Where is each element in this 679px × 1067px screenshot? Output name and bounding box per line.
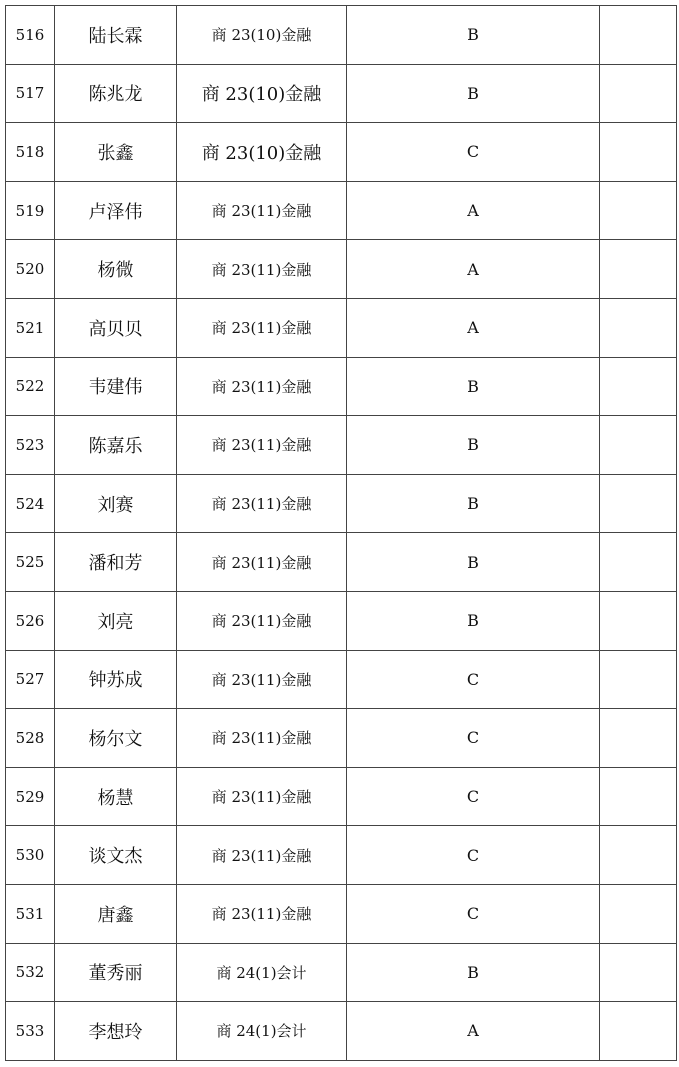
row-number-cell: 523 [6,416,55,475]
student-name-cell: 陈兆龙 [55,64,177,123]
row-number-cell: 530 [6,826,55,885]
class-cell: 商 23(11)金融 [177,357,347,416]
grade-cell: A [347,181,600,240]
row-number-cell: 526 [6,591,55,650]
student-name-cell: 董秀丽 [55,943,177,1002]
class-cell: 商 24(1)会计 [177,943,347,1002]
table-row [6,416,677,475]
student-name-cell: 潘和芳 [55,533,177,592]
class-cell: 商 23(10)金融 [177,123,347,182]
remark-cell [600,709,677,768]
row-number-cell: 520 [6,240,55,299]
remark-cell [600,123,677,182]
row-number-cell: 524 [6,474,55,533]
table-row [6,591,677,650]
row-number-cell: 518 [6,123,55,182]
row-number-cell: 517 [6,64,55,123]
table-row [6,650,677,709]
table-row [6,884,677,943]
row-number-cell: 528 [6,709,55,768]
remark-cell [600,416,677,475]
table-row [6,6,677,65]
remark-cell [600,298,677,357]
remark-cell [600,943,677,1002]
grade-cell: A [347,240,600,299]
grade-table-body [6,6,677,1061]
table-row [6,123,677,182]
remark-cell [600,650,677,709]
grade-cell: B [347,591,600,650]
student-name-cell: 杨微 [55,240,177,299]
table-row [6,767,677,826]
class-cell: 商 23(11)金融 [177,533,347,592]
student-name-cell: 唐鑫 [55,884,177,943]
class-cell: 商 23(11)金融 [177,298,347,357]
student-name-cell: 李想玲 [55,1002,177,1061]
grade-cell: C [347,826,600,885]
class-cell: 商 23(11)金融 [177,181,347,240]
table-row [6,181,677,240]
remark-cell [600,1002,677,1061]
class-cell: 商 24(1)会计 [177,1002,347,1061]
row-number-cell: 519 [6,181,55,240]
student-name-cell: 卢泽伟 [55,181,177,240]
row-number-cell: 516 [6,6,55,65]
student-name-cell: 韦建伟 [55,357,177,416]
row-number-cell: 521 [6,298,55,357]
remark-cell [600,533,677,592]
grade-cell: C [347,884,600,943]
class-cell: 商 23(11)金融 [177,650,347,709]
row-number-cell: 533 [6,1002,55,1061]
grade-cell: B [347,6,600,65]
class-cell: 商 23(11)金融 [177,591,347,650]
grade-cell: B [347,357,600,416]
remark-cell [600,884,677,943]
grade-cell: B [347,533,600,592]
grade-cell: C [347,767,600,826]
table-row [6,826,677,885]
grade-cell: A [347,298,600,357]
table-row [6,357,677,416]
class-cell: 商 23(10)金融 [177,6,347,65]
student-name-cell: 钟苏成 [55,650,177,709]
class-cell: 商 23(11)金融 [177,474,347,533]
class-cell: 商 23(11)金融 [177,416,347,475]
table-row [6,240,677,299]
student-name-cell: 高贝贝 [55,298,177,357]
grade-table [5,5,677,1061]
table-row [6,533,677,592]
remark-cell [600,826,677,885]
remark-cell [600,357,677,416]
grade-cell: B [347,474,600,533]
grade-cell: C [347,123,600,182]
class-cell: 商 23(11)金融 [177,884,347,943]
student-name-cell: 刘亮 [55,591,177,650]
grade-cell: B [347,64,600,123]
row-number-cell: 525 [6,533,55,592]
row-number-cell: 529 [6,767,55,826]
student-name-cell: 杨慧 [55,767,177,826]
remark-cell [600,64,677,123]
remark-cell [600,181,677,240]
class-cell: 商 23(11)金融 [177,826,347,885]
remark-cell [600,591,677,650]
row-number-cell: 532 [6,943,55,1002]
student-name-cell: 刘赛 [55,474,177,533]
table-row [6,64,677,123]
table-row [6,474,677,533]
class-cell: 商 23(10)金融 [177,64,347,123]
remark-cell [600,6,677,65]
student-name-cell: 谈文杰 [55,826,177,885]
remark-cell [600,240,677,299]
remark-cell [600,474,677,533]
table-row [6,709,677,768]
table-row [6,1002,677,1061]
student-name-cell: 张鑫 [55,123,177,182]
table-row [6,943,677,1002]
class-cell: 商 23(11)金融 [177,709,347,768]
remark-cell [600,767,677,826]
grade-cell: B [347,416,600,475]
student-name-cell: 陈嘉乐 [55,416,177,475]
table-row [6,298,677,357]
grade-cell: B [347,943,600,1002]
grade-cell: C [347,709,600,768]
class-cell: 商 23(11)金融 [177,240,347,299]
student-name-cell: 杨尔文 [55,709,177,768]
grade-cell: A [347,1002,600,1061]
row-number-cell: 522 [6,357,55,416]
student-name-cell: 陆长霖 [55,6,177,65]
class-cell: 商 23(11)金融 [177,767,347,826]
grade-cell: C [347,650,600,709]
row-number-cell: 531 [6,884,55,943]
row-number-cell: 527 [6,650,55,709]
